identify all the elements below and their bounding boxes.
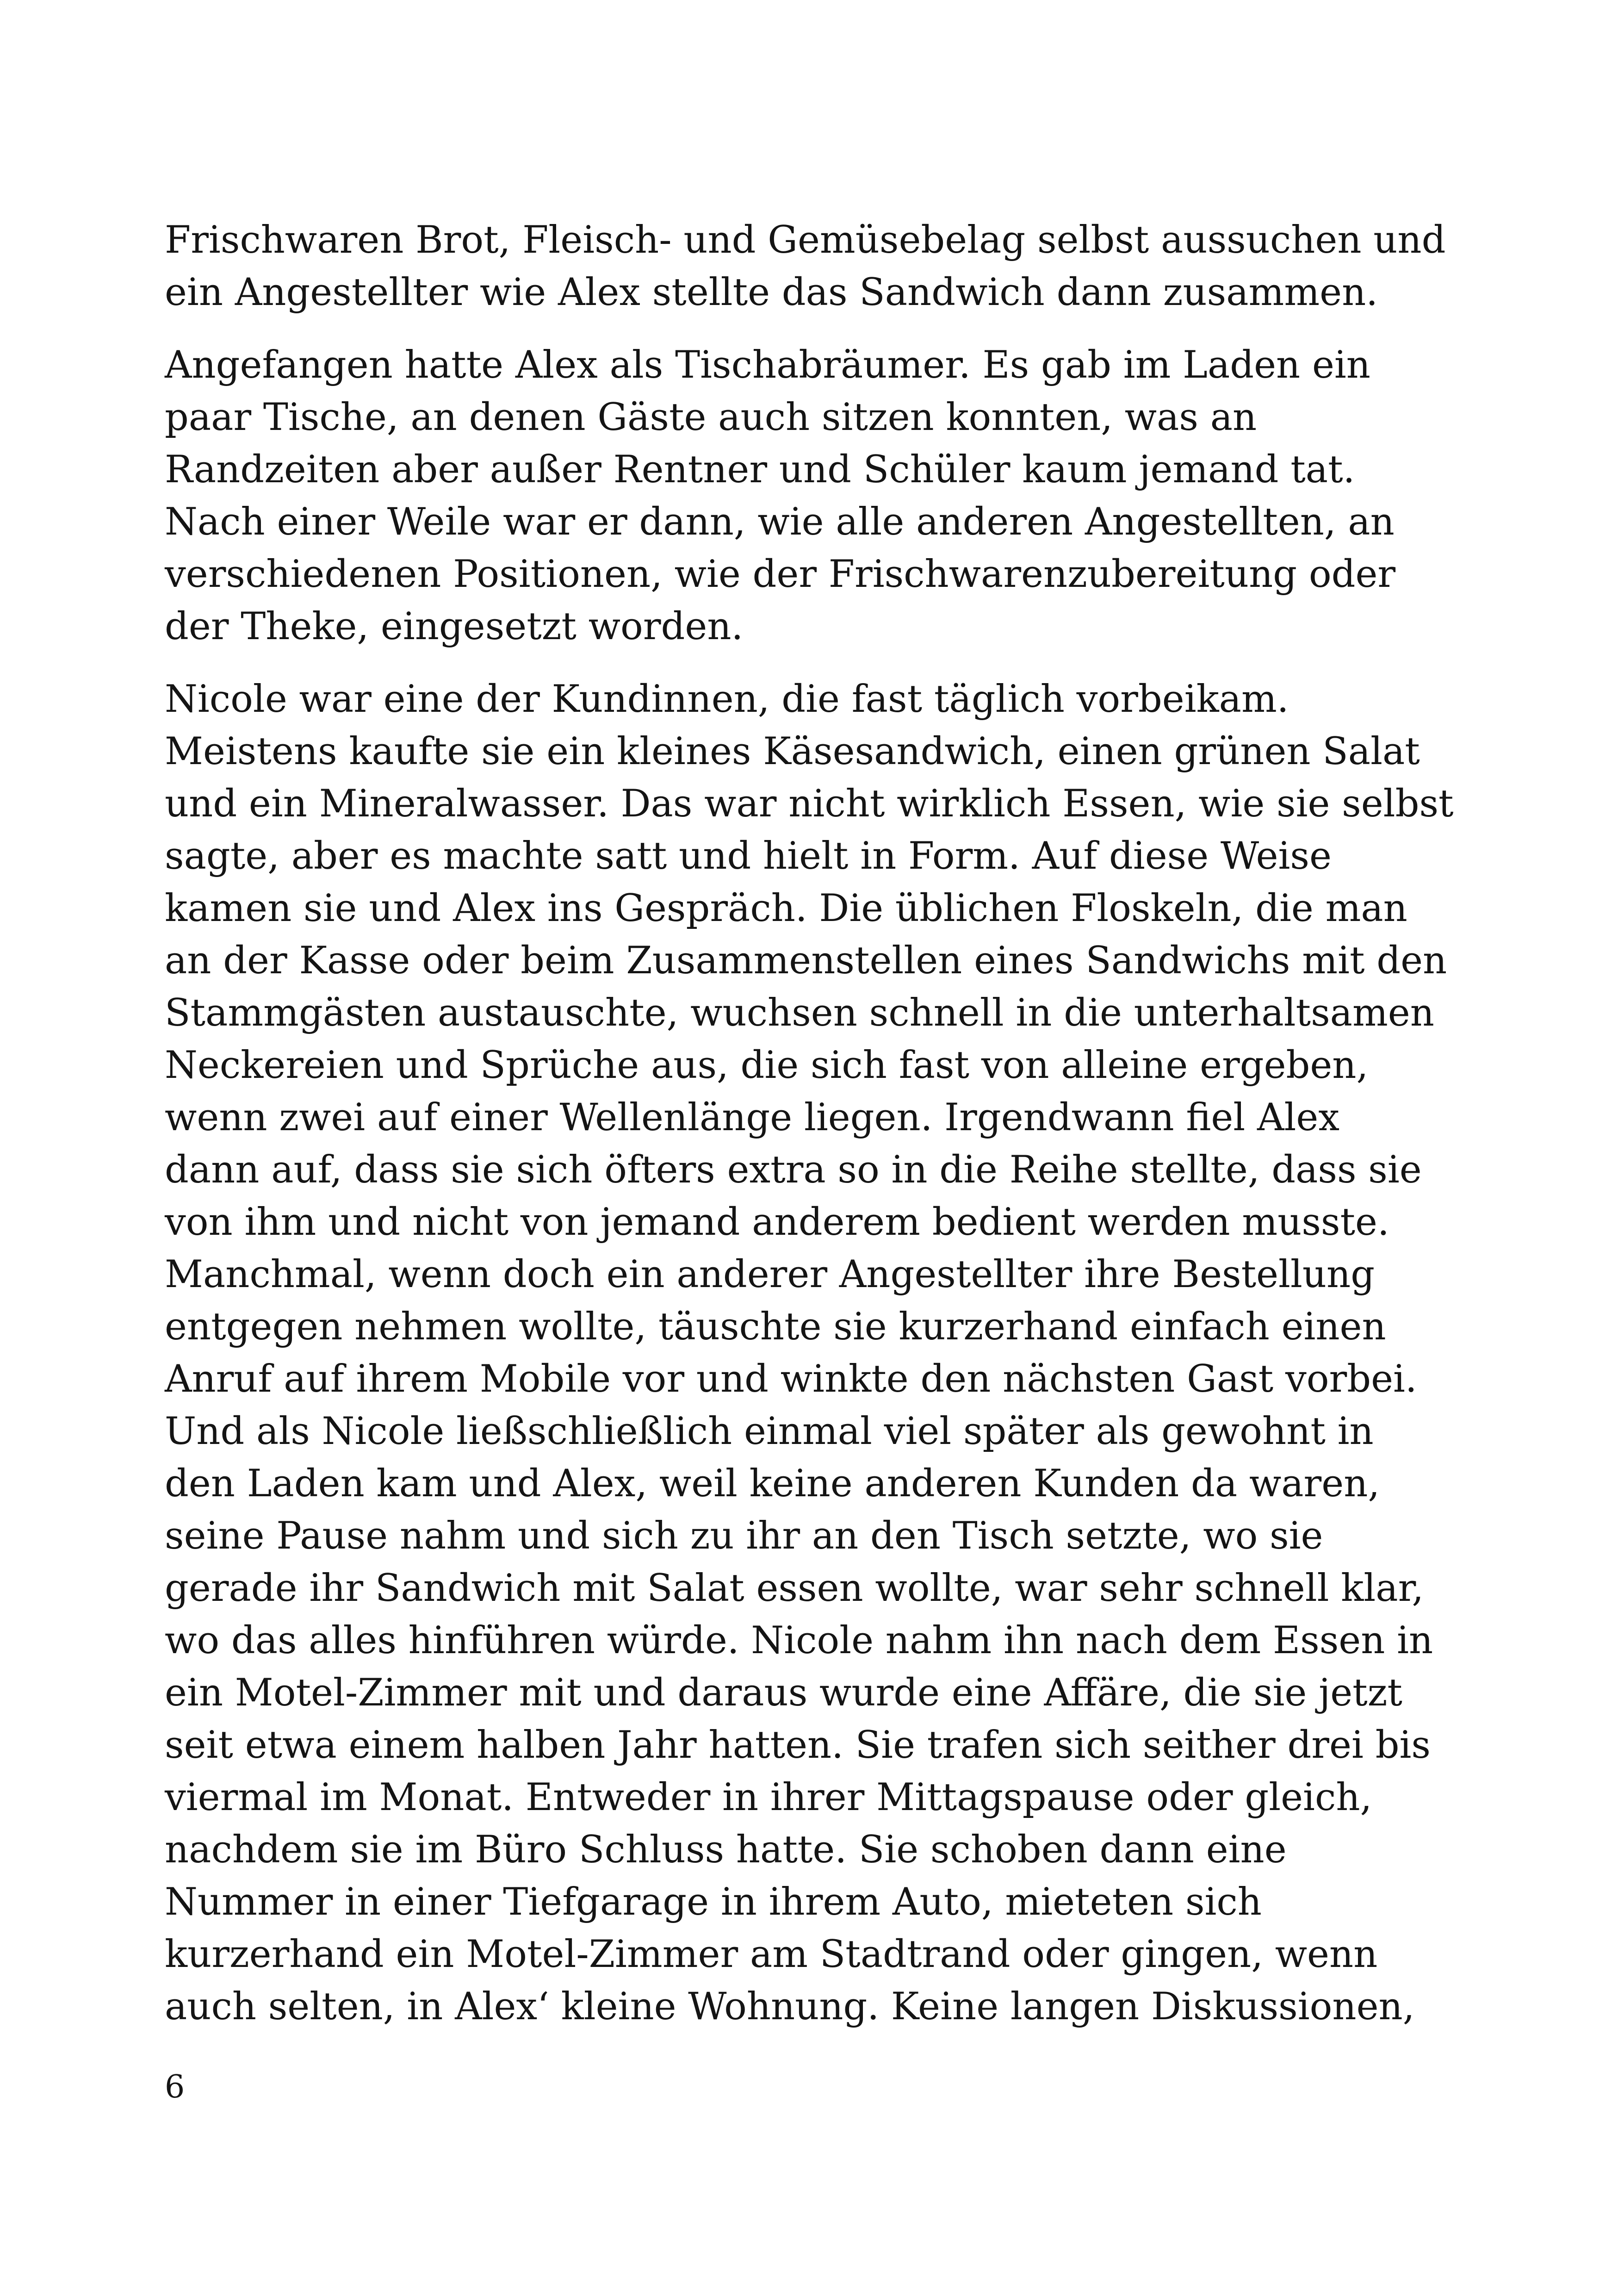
text-line: Neckereien und Sprüche aus, die sich fast von alleine ergeben, [165,1044,1369,1087]
text-line: Anruf auf ihrem Mobile vor und winkte den nächsten Gast vorbei. [165,1357,1417,1401]
page-number: 6 [165,2069,185,2105]
text-line: an der Kasse oder beim Zusammenstellen eines Sandwichs mit den [165,939,1447,983]
text-line: der Theke, eingesetzt worden. [165,605,744,648]
text-line: von ihm und nicht von jemand anderem bedient werden musste. [165,1201,1389,1244]
paragraph [165,339,1456,653]
text-line: sagte, aber es machte satt und hielt in Form. Auf diese Weise [165,834,1332,878]
text-line: Meistens kaufte sie ein kleines Käsesandwich, einen grünen Salat [165,730,1420,773]
text-line: paar Tische, an denen Gäste auch sitzen konnten, was an [165,396,1257,439]
text-line: Manchmal, wenn doch ein anderer Angestellter ihre Bestellung [165,1253,1375,1296]
paragraph-gap [165,653,1456,673]
text-line: dann auf, dass sie sich öfters extra so in die Reihe stellte, dass sie [165,1148,1422,1192]
text-line: und ein Mineralwasser. Das war nicht wirklich Essen, wie sie selbst [165,782,1454,826]
text-line: ein Angestellter wie Alex stellte das Sandwich dann zusammen. [165,271,1378,314]
text-line: Frischwaren Brot, Fleisch- und Gemüsebelag selbst aussuchen und [165,218,1446,262]
text-line: ein Motel-Zimmer mit und daraus wurde eine Affäre, die sie jetzt [165,1671,1402,1715]
text-line: seine Pause nahm und sich zu ihr an den Tisch setzte, wo sie [165,1514,1323,1558]
text-line: Nummer in einer Tiefgarage in ihrem Auto, mieteten sich [165,1880,1262,1924]
text-line: Nach einer Weile war er dann, wie alle anderen Angestellten, an [165,500,1395,544]
body-text [165,214,1456,2033]
text-line: den Laden kam und Alex, weil keine anderen Kunden da waren, [165,1462,1380,1506]
paragraph-gap [165,319,1456,339]
text-line: Und als Nicole ließschließlich einmal viel später als gewohnt in [165,1410,1374,1453]
text-line: kurzerhand ein Motel-Zimmer am Stadtrand oder gingen, wenn [165,1933,1378,1976]
text-line: Nicole war eine der Kundinnen, die fast täglich vorbeikam. [165,678,1289,721]
text-line: seit etwa einem halben Jahr hatten. Sie trafen sich seither drei bis [165,1724,1431,1767]
text-line: wenn zwei auf einer Wellenlänge liegen. Irgendwann fiel Alex [165,1096,1340,1139]
text-line: Stammgästen austauschte, wuchsen schnell in die unterhaltsamen [165,991,1434,1035]
text-line: wo das alles hinführen würde. Nicole nahm ihn nach dem Essen in [165,1619,1433,1662]
paragraph [165,673,1456,2033]
text-line: Angefangen hatte Alex als Tischabräumer. Es gab im Laden ein [165,343,1370,387]
text-line: kamen sie und Alex ins Gespräch. Die üblichen Floskeln, die man [165,887,1407,930]
text-line: nachdem sie im Büro Schluss hatte. Sie schoben dann eine [165,1828,1287,1872]
paragraph [165,214,1456,319]
text-line: auch selten, in Alex‘ kleine Wohnung. Keine langen Diskussionen, [165,1985,1415,2028]
text-line: verschiedenen Positionen, wie der Frischwarenzubereitung oder [165,553,1396,596]
text-line: gerade ihr Sandwich mit Salat essen wollte, war sehr schnell klar, [165,1567,1424,1610]
text-line: Randzeiten aber außer Rentner und Schüler kaum jemand tat. [165,448,1355,492]
text-line: entgegen nehmen wollte, täuschte sie kurzerhand einfach einen [165,1305,1386,1349]
text-line: viermal im Monat. Entweder in ihrer Mittagspause oder gleich, [165,1776,1372,1819]
